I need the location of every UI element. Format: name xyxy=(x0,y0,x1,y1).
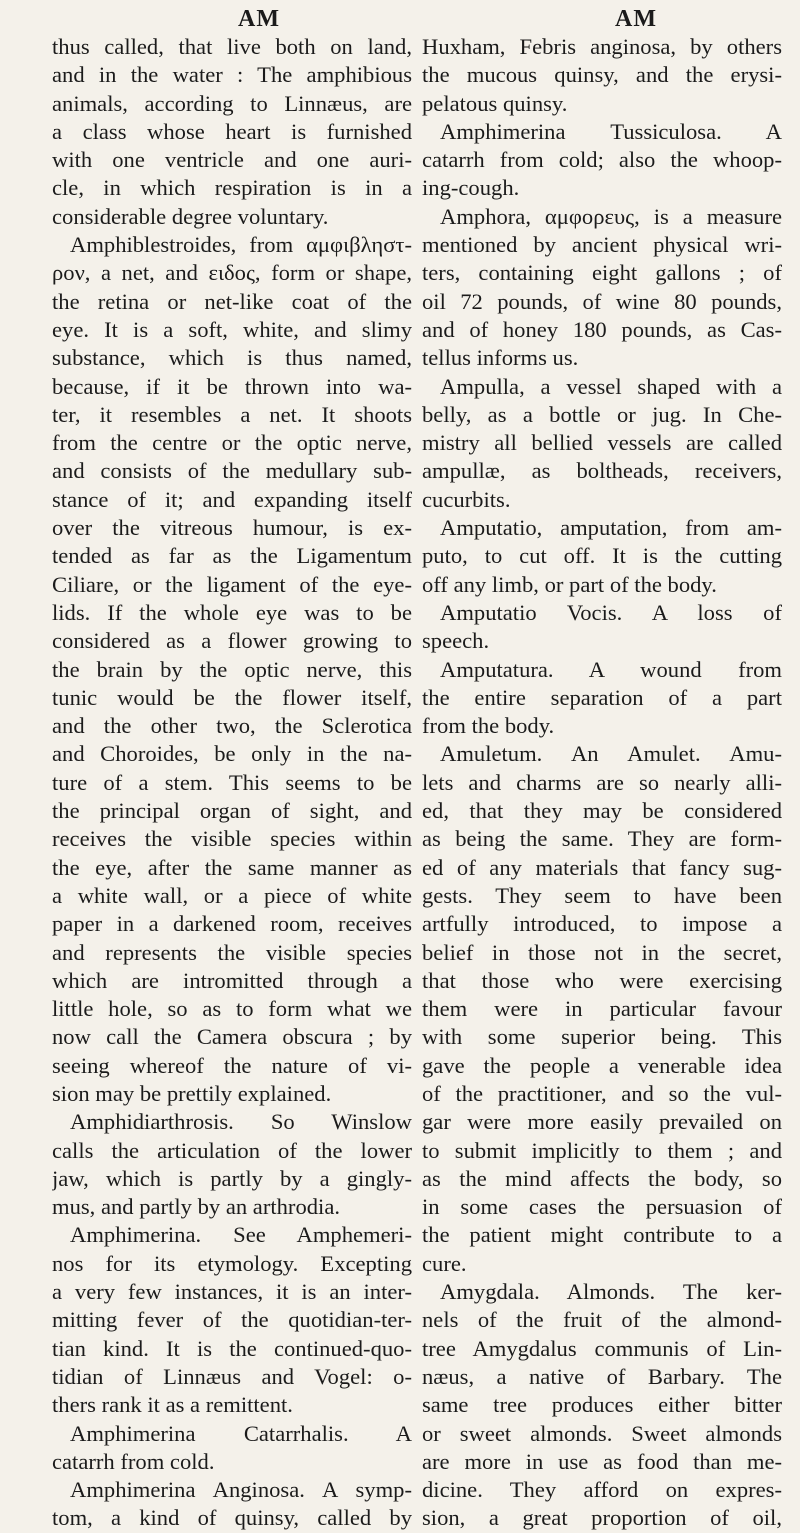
text-line: Amphimerina Anginosa. A symp- xyxy=(70,1477,412,1503)
text-line: lids. If the whole eye was to be xyxy=(52,599,412,625)
text-line: næus, a native of Barbary. The xyxy=(422,1363,782,1389)
text-line: jaw, which is partly by a gingly- xyxy=(52,1165,412,1191)
text-line: ture of a stem. This seems to be xyxy=(52,769,412,795)
text-line: from the body. xyxy=(422,713,555,739)
text-line: tended as far as the Ligamentum xyxy=(52,543,412,569)
text-line: mistry all bellied vessels are called xyxy=(422,430,782,456)
text-line: cucurbits. xyxy=(422,486,511,512)
text-line: Ciliare, or the ligament of the eye- xyxy=(52,571,412,597)
text-line: paper in a darkened room, receives xyxy=(52,911,412,937)
text-line: nels of the fruit of the almond- xyxy=(422,1307,782,1333)
text-line: substance, which is thus named, xyxy=(52,345,412,371)
text-line: catarrh from cold. xyxy=(52,1448,215,1474)
left-column xyxy=(52,33,412,1533)
text-line: tom, a kind of quinsy, called by xyxy=(52,1505,412,1531)
text-line: thers rank it as a remittent. xyxy=(52,1392,293,1418)
text-line: cure. xyxy=(422,1250,467,1276)
running-header-left: AM xyxy=(238,6,280,32)
text-line: the retina or net-like coat of the xyxy=(52,288,412,314)
text-line: a white wall, or a piece of white xyxy=(52,882,412,908)
text-line: artfully introduced, to impose a xyxy=(422,911,782,937)
text-line: Huxham, Febris anginosa, by others xyxy=(422,34,782,59)
text-line: the mucous quinsy, and the erysi- xyxy=(422,62,782,88)
text-line: and represents the visible species xyxy=(52,939,412,965)
text-line: same tree produces either bitter xyxy=(422,1392,782,1418)
text-line: with some superior being. This xyxy=(422,1024,782,1050)
text-line: Amputatura. A wound from xyxy=(440,656,782,682)
text-line: to submit implicitly to them ; and xyxy=(422,1137,782,1163)
text-line: mitting fever of the quotidian-ter- xyxy=(52,1307,412,1333)
text-line: as the mind affects the body, so xyxy=(422,1165,782,1191)
text-line: Amphiblestroides, from αμφιβληστ- xyxy=(70,232,412,258)
text-line: nos for its etymology. Excepting xyxy=(52,1250,412,1276)
text-line: calls the articulation of the lower xyxy=(52,1137,412,1163)
text-line: ampullæ, as boltheads, receivers, xyxy=(422,458,782,484)
text-line: the patient might contribute to a xyxy=(422,1222,782,1248)
text-line: and the other two, the Sclerotica xyxy=(52,713,412,739)
text-line: from the centre or the optic nerve, xyxy=(52,430,412,456)
text-line: that those who were exercising xyxy=(422,967,782,993)
text-line: the entire separation of a part xyxy=(422,684,782,710)
text-line: Amuletum. An Amulet. Amu- xyxy=(440,741,782,767)
text-line: as being the same. They are form- xyxy=(422,826,782,852)
text-line: gar were more easily prevailed on xyxy=(422,1109,782,1135)
text-line: tree Amygdalus communis of Lin- xyxy=(422,1335,782,1361)
text-line: Amphimerina Tussiculosa. A xyxy=(440,118,782,144)
text-line: Amphora, αμφορευς, is a measure xyxy=(440,203,782,229)
text-line: ed of any materials that fancy sug- xyxy=(422,854,782,880)
text-line: ρον, a net, and ειδος, form or shape, xyxy=(52,260,412,286)
text-line: gests. They seem to have been xyxy=(422,882,782,908)
text-line: and in the water : The amphibious xyxy=(52,62,412,88)
text-line: tunic would be the flower itself, xyxy=(52,684,412,710)
right-column xyxy=(422,33,782,1533)
text-line: little hole, so as to form what we xyxy=(52,996,412,1022)
text-line: belief in those not in the secret, xyxy=(422,939,782,965)
text-line: tian kind. It is the continued-quo- xyxy=(52,1335,412,1361)
text-line: Amputatio Vocis. A loss of xyxy=(440,599,782,625)
text-line: ing-cough. xyxy=(422,175,520,201)
text-line: cle, in which respiration is in a xyxy=(52,175,412,201)
text-line: them were in particular favour xyxy=(422,996,782,1022)
text-line: mentioned by ancient physical wri- xyxy=(422,232,782,258)
text-line: animals, according to Linnæus, are xyxy=(52,90,412,116)
text-line: ter, it resembles a net. It shoots xyxy=(52,401,412,427)
text-line: the brain by the optic nerve, this xyxy=(52,656,412,682)
text-line: ed, that they may be considered xyxy=(422,798,782,824)
text-line: pelatous quinsy. xyxy=(422,90,568,116)
text-line: lets and charms are so nearly alli- xyxy=(422,769,782,795)
text-line: Amputatio, amputation, from am- xyxy=(440,515,782,541)
text-line: now call the Camera obscura ; by xyxy=(52,1024,412,1050)
text-line: sion may be prettily explained. xyxy=(52,1080,332,1106)
text-line: tidian of Linnæus and Vogel: o- xyxy=(52,1363,412,1389)
text-line: a very few instances, it is an inter- xyxy=(52,1279,412,1305)
text-line: speech. xyxy=(422,628,490,654)
text-line: and consists of the medullary sub- xyxy=(52,458,412,484)
text-line: belly, as a bottle or jug. In Che- xyxy=(422,401,782,427)
text-line: Amygdala. Almonds. The ker- xyxy=(440,1279,782,1305)
text-line: Amphimerina. See Amphemeri- xyxy=(70,1222,412,1248)
text-line: sion, a great proportion of oil, xyxy=(422,1505,782,1531)
text-line: puto, to cut off. It is the cutting xyxy=(422,543,782,569)
text-line: and Choroides, be only in the na- xyxy=(52,741,412,767)
text-line: considerable degree voluntary. xyxy=(52,203,329,229)
text-line: dicine. They afford on expres- xyxy=(422,1477,782,1503)
text-line: oil 72 pounds, of wine 80 pounds, xyxy=(422,288,782,314)
text-line: off any limb, or part of the body. xyxy=(422,571,717,597)
text-line: Ampulla, a vessel shaped with a xyxy=(440,373,782,399)
text-line: thus called, that live both on land, xyxy=(52,34,412,59)
text-line: seeing whereof the nature of vi- xyxy=(52,1052,412,1078)
text-line: gave the people a venerable idea xyxy=(422,1052,782,1078)
text-line: the principal organ of sight, and xyxy=(52,798,412,824)
text-line: the eye, after the same manner as xyxy=(52,854,412,880)
text-line: which are intromitted through a xyxy=(52,967,412,993)
text-line: and of honey 180 pounds, as Cas- xyxy=(422,316,782,342)
running-header-right: AM xyxy=(615,6,657,32)
text-line: ters, containing eight gallons ; of xyxy=(422,260,782,286)
text-line: because, if it be thrown into wa- xyxy=(52,373,412,399)
text-line: considered as a flower growing to xyxy=(52,628,412,654)
text-line: or sweet almonds. Sweet almonds xyxy=(422,1420,782,1446)
text-line: Amphimerina Catarrhalis. A xyxy=(70,1420,412,1446)
text-line: eye. It is a soft, white, and slimy xyxy=(52,316,412,342)
text-line: Amphidiarthrosis. So Winslow xyxy=(70,1109,412,1135)
text-line: over the vitreous humour, is ex- xyxy=(52,515,412,541)
text-line: tellus informs us. xyxy=(422,345,579,371)
text-line: of the practitioner, and so the vul- xyxy=(422,1080,782,1106)
text-line: receives the visible species within xyxy=(52,826,412,852)
text-line: mus, and partly by an arthrodia. xyxy=(52,1194,340,1220)
text-line: with one ventricle and one auri- xyxy=(52,147,412,173)
text-line: a class whose heart is furnished xyxy=(52,118,412,144)
text-line: are more in use as food than me- xyxy=(422,1448,782,1474)
text-line: in some cases the persuasion of xyxy=(422,1194,782,1220)
text-line: stance of it; and expanding itself xyxy=(52,486,412,512)
text-line: catarrh from cold; also the whoop- xyxy=(422,147,782,173)
